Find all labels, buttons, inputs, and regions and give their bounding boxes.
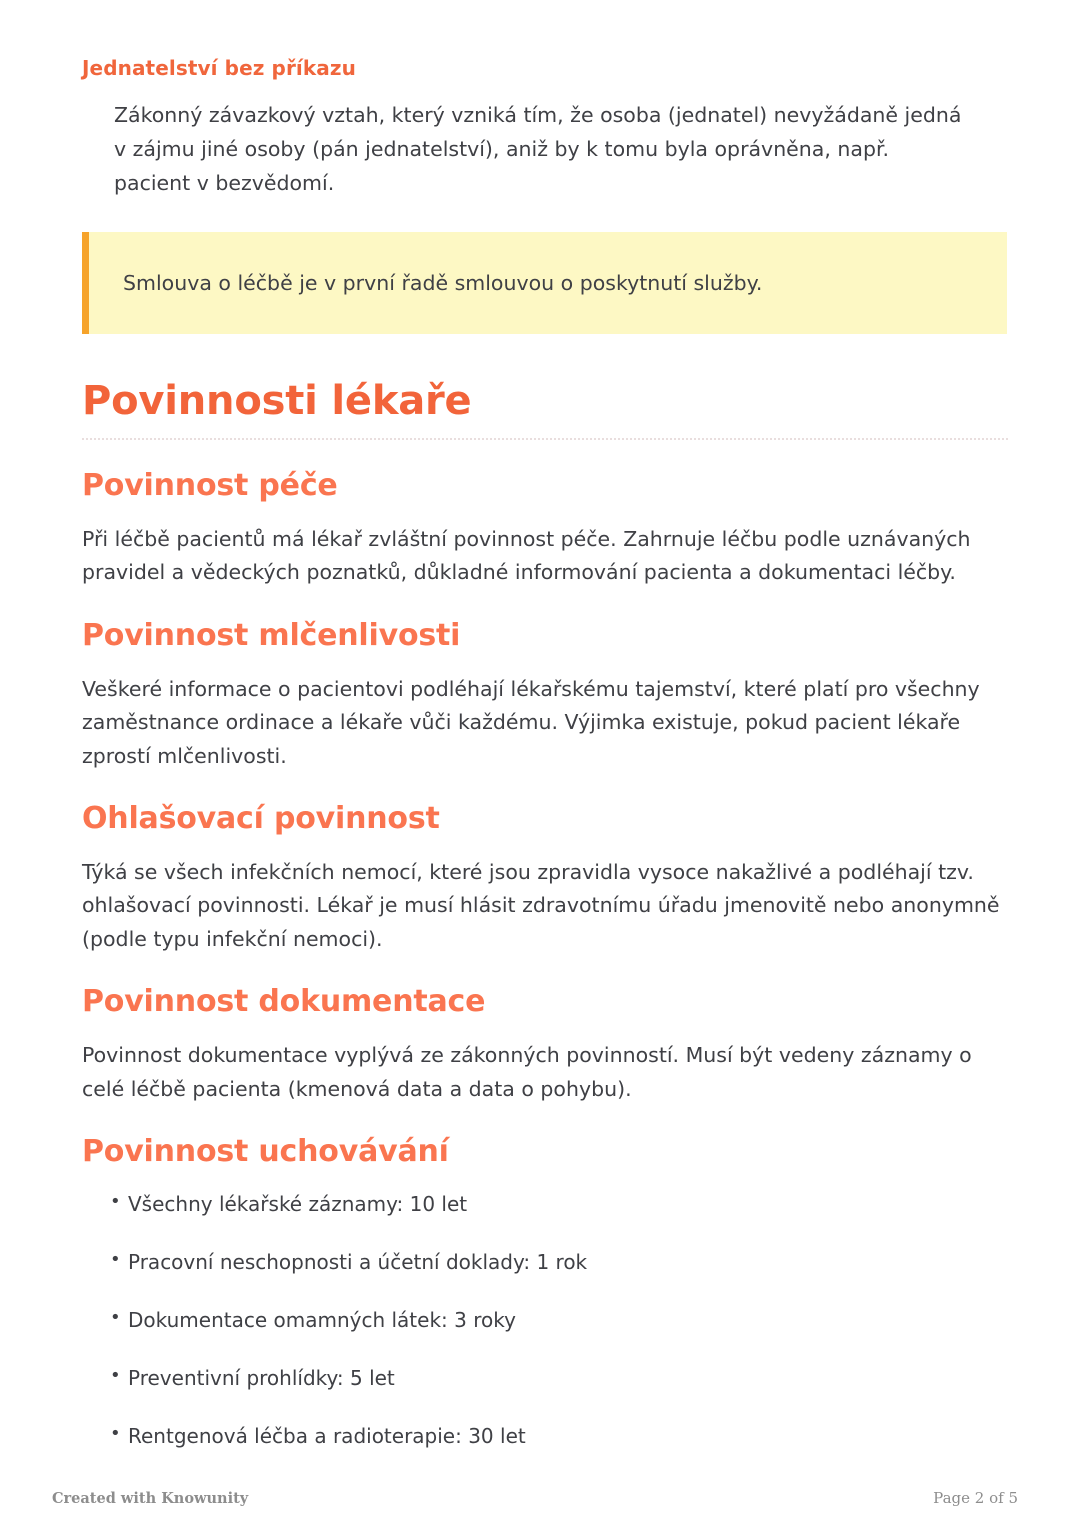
- subsection-title-reporting: Ohlašovací povinnost: [82, 801, 440, 837]
- section-title: Povinnosti lékaře: [82, 378, 1008, 440]
- lead-heading: Jednatelství bez příkazu: [82, 56, 356, 80]
- callout-box: [82, 232, 1007, 334]
- list-item: • Pracovní neschopnosti a účetní doklady: 1 rok: [110, 1247, 1008, 1277]
- lead-paragraph: Zákonný závazkový vztah, který vzniká tím, že osoba (jednatel) nevyžádaně jedná v zájmu jiné osoby (pán jednatelství), aniž by k tomu byla oprávněna, např. pacient v bezvědomí.: [114, 103, 962, 196]
- subsection-title-confidentiality: Povinnost mlčenlivosti: [82, 617, 461, 653]
- subsection-text-care: Při léčbě pacientů má lékař zvláštní povinnost péče. Zahrnuje léčbu podle uznávaných pravidel a vědeckých poznatků, důkladné informování pacienta a dokumentaci léčby.: [82, 527, 971, 585]
- list-item: • Všechny lékařské záznamy: 10 let: [110, 1189, 1008, 1219]
- subsection-title-care: Povinnost péče: [82, 468, 338, 504]
- subsection-text-documentation: Povinnost dokumentace vyplývá ze zákonných povinností. Musí být vedeny záznamy o celé léčbě pacienta (kmenová data a data o pohybu).: [82, 1043, 972, 1101]
- list-item: • Dokumentace omamných látek: 3 roky: [110, 1305, 1008, 1335]
- page-footer: [0, 1469, 1080, 1527]
- list-item: • Rentgenová léčba a radioterapie: 30 let: [110, 1421, 1008, 1451]
- subsection-title-retention: Povinnost uchovávání: [82, 1134, 449, 1170]
- subsection-text-reporting: Týká se všech infekčních nemocí, které jsou zpravidla vysoce nakažlivé a podléhají tzv. ohlašovací povinnosti. Lékař je musí hlásit zdravotnímu úřadu jmenovitě nebo anonymně (podle typu infekční nemoci).: [82, 860, 1000, 951]
- retention-list: [82, 1189, 1008, 1451]
- callout-text: Smlouva o léčbě je v první řadě smlouvou o poskytnutí služby.: [123, 270, 763, 295]
- subsection-title-documentation: Povinnost dokumentace: [82, 984, 486, 1020]
- list-item: • Preventivní prohlídky: 5 let: [110, 1363, 1008, 1393]
- subsection-text-confidentiality: Veškeré informace o pacientovi podléhají lékařskému tajemství, které platí pro všechny zaměstnance ordinace a lékaře vůči každému. Výjimka existuje, pokud pacient lékaře zprostí mlčenlivosti.: [82, 676, 980, 768]
- footer-credit: Created with Knowunity: [52, 1489, 249, 1507]
- footer-page-number: Page 2 of 5: [933, 1489, 1018, 1507]
